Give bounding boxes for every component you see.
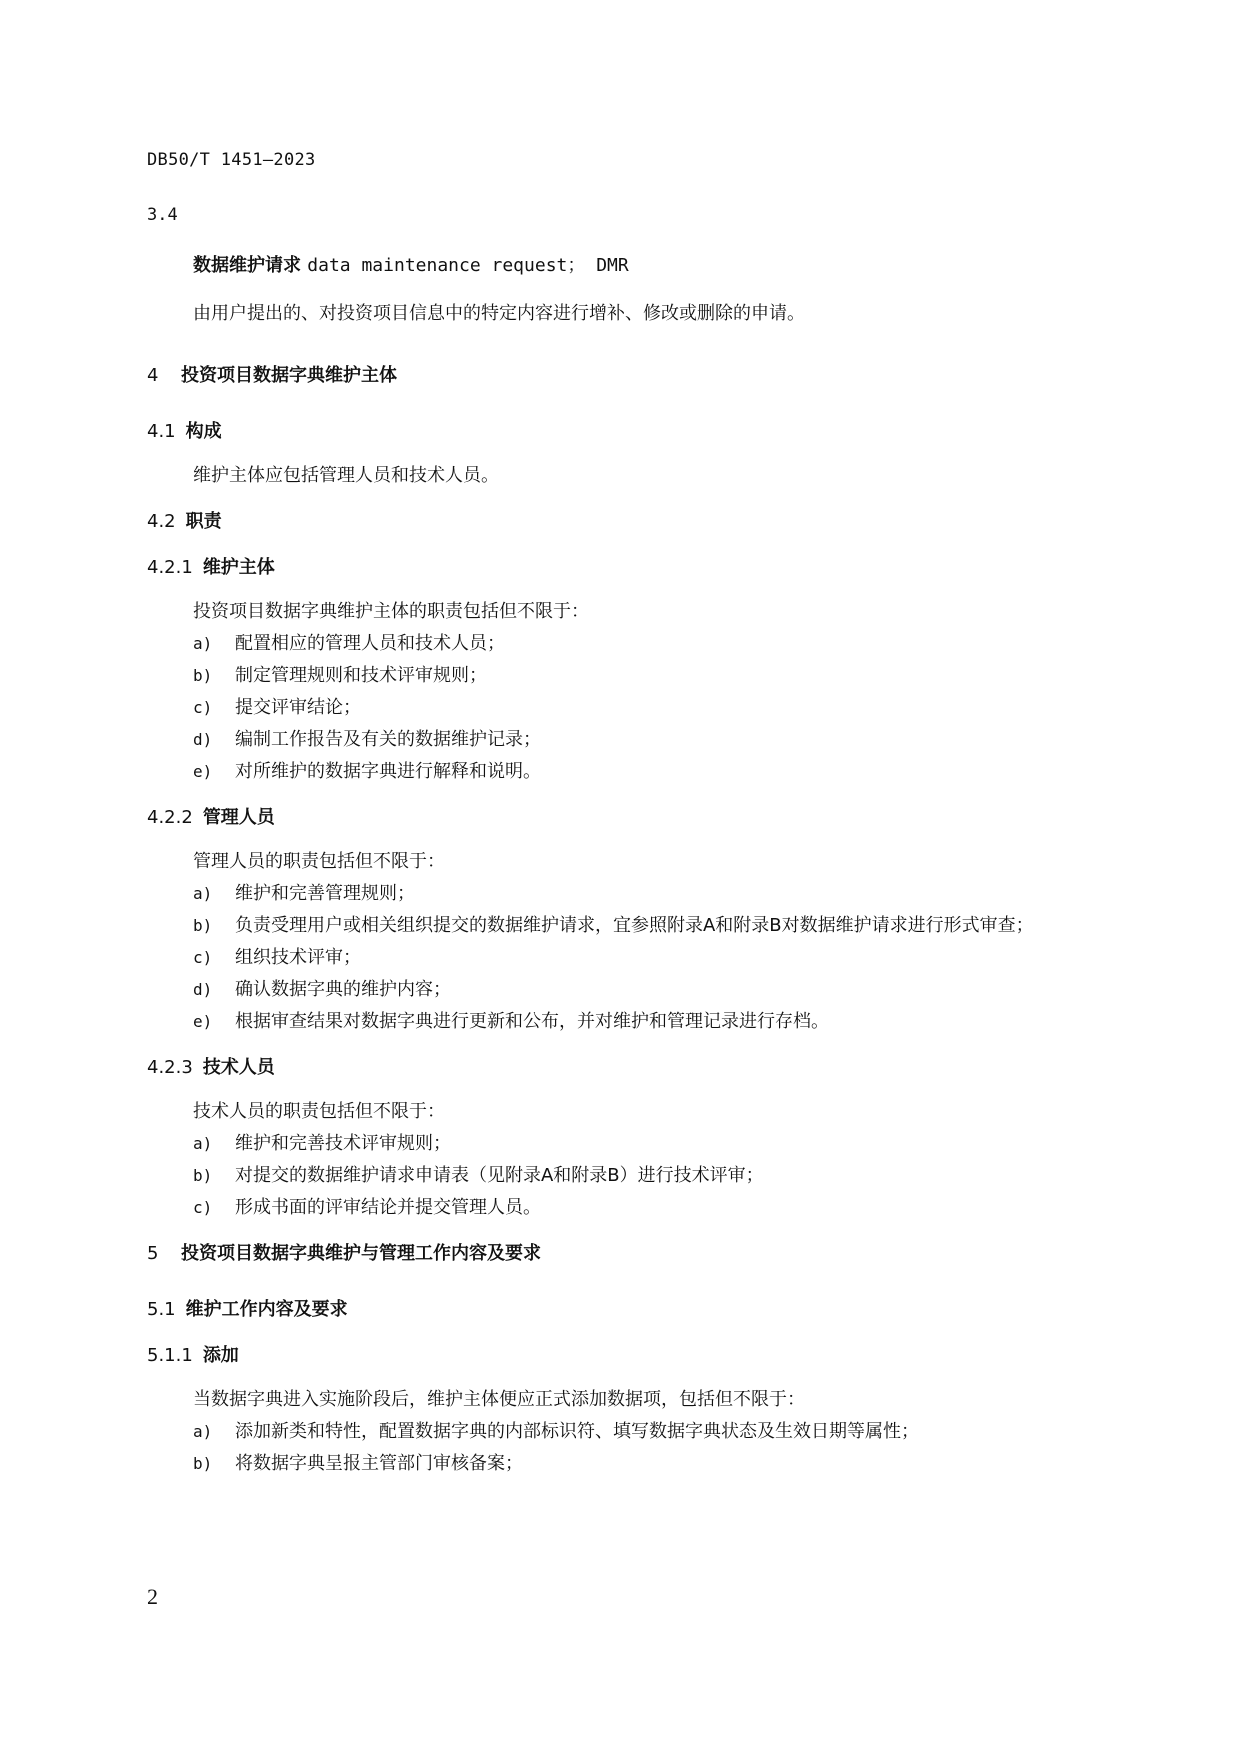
chapter-5-title: 投资项目数据字典维护与管理工作内容及要求 (181, 1243, 541, 1264)
list-item-text: 添加新类和特性，配置数据字典的内部标识符、填写数据字典状态及生效日期等属性； (235, 1421, 919, 1442)
section-4-1-number: 4.1 (147, 421, 176, 442)
page-number: 2 (147, 1584, 158, 1609)
term-name-en: data maintenance request； DMR (307, 255, 629, 276)
list-item-letter: b) (193, 916, 213, 935)
section-4-2-1-intro: 投资项目数据字典维护主体的职责包括但不限于： (193, 601, 589, 622)
list-item-text: 确认数据字典的维护内容； (235, 979, 451, 1000)
list-item-text: 维护和完善技术评审规则； (235, 1133, 451, 1154)
list-item-text: 配置相应的管理人员和技术人员； (235, 633, 505, 654)
term-number: 3.4 (147, 205, 178, 225)
list-item-letter: c) (193, 1198, 213, 1217)
section-4-2-2-title: 管理人员 (202, 807, 275, 828)
section-4-2-2-intro: 管理人员的职责包括但不限于： (193, 851, 445, 872)
section-4-2-1-heading (147, 550, 1127, 586)
list-item-letter: b) (193, 1454, 213, 1473)
list-item (147, 1192, 1127, 1224)
list-item (147, 660, 1127, 692)
list-item (147, 692, 1127, 724)
section-5-1-1-intro: 当数据字典进入实施阶段后，维护主体便应正式添加数据项，包括但不限于： (193, 1389, 805, 1410)
section-4-1-text: 维护主体应包括管理人员和技术人员。 (193, 465, 499, 486)
chapter-4-number: 4 (147, 365, 159, 386)
list-item (147, 1416, 1127, 1448)
list-item (147, 1006, 1127, 1038)
list-item-text: 维护和完善管理规则； (235, 883, 415, 904)
list-item-letter: b) (193, 1166, 213, 1185)
list-item (147, 974, 1127, 1006)
list-item-text: 制定管理规则和技术评审规则； (235, 665, 487, 686)
list-item-letter: b) (193, 666, 213, 685)
section-4-1-heading (147, 414, 1127, 450)
list-item-text: 编制工作报告及有关的数据维护记录； (235, 729, 541, 750)
list-item-text: 对提交的数据维护请求申请表（见附录A和附录B）进行技术评审； (235, 1165, 764, 1186)
list-item-letter: e) (193, 1012, 213, 1031)
list-item-text: 对所维护的数据字典进行解释和说明。 (235, 761, 541, 782)
section-4-2-3-number: 4.2.3 (147, 1057, 193, 1078)
section-4-2-3-heading (147, 1050, 1127, 1086)
list-item-letter: c) (193, 948, 213, 967)
section-5-1-title: 维护工作内容及要求 (185, 1299, 348, 1320)
list-item (147, 910, 1127, 942)
list-item-letter: a) (193, 1422, 213, 1441)
section-4-2-1-number: 4.2.1 (147, 557, 193, 578)
section-4-2-2-number: 4.2.2 (147, 807, 193, 828)
section-4-2-title: 职责 (185, 511, 222, 532)
list-item (147, 1160, 1127, 1192)
section-5-1-1-title: 添加 (202, 1345, 239, 1366)
section-4-2-number: 4.2 (147, 511, 176, 532)
list-item-letter: c) (193, 698, 213, 717)
list-item-letter: e) (193, 762, 213, 781)
list-item-text: 根据审查结果对数据字典进行更新和公布，并对维护和管理记录进行存档。 (235, 1011, 829, 1032)
document-body (147, 200, 1127, 1480)
section-4-2-3-title: 技术人员 (202, 1057, 275, 1078)
section-4-2-3-intro: 技术人员的职责包括但不限于： (193, 1101, 445, 1122)
list-item-letter: a) (193, 634, 213, 653)
section-4-1-title: 构成 (185, 421, 222, 442)
chapter-5-number: 5 (147, 1243, 159, 1264)
list-item (147, 878, 1127, 910)
section-4-2-heading (147, 504, 1127, 540)
list-item-letter: a) (193, 884, 213, 903)
list-item (147, 756, 1127, 788)
section-5-1-1-heading (147, 1338, 1127, 1374)
section-5-1-1-list (147, 1416, 1127, 1480)
chapter-4-heading (147, 358, 1127, 394)
section-4-2-1-list (147, 628, 1127, 788)
section-4-2-2-list (147, 878, 1127, 1038)
section-4-2-3-list (147, 1128, 1127, 1224)
chapter-4-title: 投资项目数据字典维护主体 (181, 365, 397, 386)
term-name (147, 250, 1127, 282)
chapter-5-heading (147, 1236, 1127, 1272)
list-item-letter: d) (193, 730, 213, 749)
list-item-letter: d) (193, 980, 213, 999)
list-item-text: 形成书面的评审结论并提交管理人员。 (235, 1197, 541, 1218)
section-5-1-heading (147, 1292, 1127, 1328)
list-item (147, 942, 1127, 974)
list-item (147, 1448, 1127, 1480)
standard-code: DB50/T 1451—2023 (147, 150, 316, 170)
list-item (147, 628, 1127, 660)
list-item (147, 724, 1127, 756)
section-5-1-number: 5.1 (147, 1299, 176, 1320)
list-item-text: 将数据字典呈报主管部门审核备案； (235, 1453, 523, 1474)
list-item-letter: a) (193, 1134, 213, 1153)
term-name-cn: 数据维护请求 (193, 255, 301, 276)
section-5-1-1-number: 5.1.1 (147, 1345, 193, 1366)
list-item-text: 负责受理用户或相关组织提交的数据维护请求，宜参照附录A和附录B对数据维护请求进行形式审查； (235, 915, 1034, 936)
term-definition: 由用户提出的、对投资项目信息中的特定内容进行增补、修改或删除的申请。 (193, 303, 805, 324)
list-item-text: 提交评审结论； (235, 697, 361, 718)
section-4-2-2-heading (147, 800, 1127, 836)
section-4-2-1-title: 维护主体 (202, 557, 275, 578)
list-item-text: 组织技术评审； (235, 947, 361, 968)
list-item (147, 1128, 1127, 1160)
